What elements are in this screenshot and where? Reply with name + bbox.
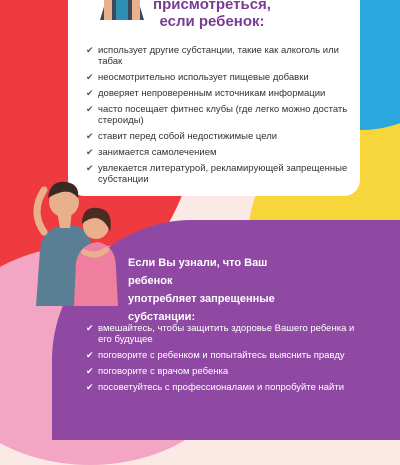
list-item-text: вмешайтесь, чтобы защитить здоровье Вашего ребенка и его будущее: [98, 323, 355, 345]
list-item: [86, 88, 356, 99]
list-item-text: использует другие субстанции, такие как алкоголь или табак: [98, 45, 339, 67]
list-item-text: ставит перед собой недостижимые цели: [98, 131, 278, 142]
check-icon: ✔: [86, 104, 94, 114]
check-icon: ✔: [86, 131, 94, 141]
bottom-heading-line-2: употребляет запрещенные: [128, 293, 275, 305]
list-item: [86, 147, 356, 158]
list-item-text: поговорите с врачом ребенка: [98, 366, 229, 377]
check-icon: ✔: [86, 350, 94, 360]
list-item-text: часто посещает фитнес клубы (где легко можно достать стероиды): [98, 104, 348, 126]
list-item: [86, 45, 356, 67]
top-heading-line-1: присмотреться,: [153, 0, 271, 13]
check-icon: ✔: [86, 323, 94, 333]
list-item-text: неосмотрительно использует пищевые добавки: [98, 72, 309, 83]
list-item: [86, 72, 356, 83]
bottom-heading-line-1: Если Вы узнали, что Ваш ребенок: [128, 257, 268, 287]
list-item-text: поговорите с ребенком и попытайтесь выяснить правду: [98, 350, 345, 361]
actions-list: [86, 323, 356, 398]
check-icon: ✔: [86, 88, 94, 98]
list-item: [86, 323, 356, 345]
warning-signs-list: [86, 45, 356, 190]
list-item-text: посоветуйтесь с профессионалами и попробуйте найти: [98, 382, 345, 393]
list-item: [86, 366, 356, 377]
list-item: [86, 163, 356, 185]
top-heading: [122, 0, 302, 30]
parents-illustration: [26, 172, 122, 306]
list-item-text: доверяет непроверенным источникам информации: [98, 88, 326, 99]
list-item: [86, 104, 356, 126]
bottom-heading: [128, 254, 304, 326]
list-item: [86, 382, 356, 393]
check-icon: ✔: [86, 163, 94, 173]
list-item-text: занимается самолечением: [98, 147, 217, 158]
list-item: [86, 131, 356, 142]
check-icon: ✔: [86, 366, 94, 376]
list-item-text: увлекается литературой, рекламирующей запрещенные субстанции: [98, 163, 348, 185]
bottom-heading-line-3: субстанции:: [128, 311, 196, 323]
top-heading-line-2: если ребенок:: [159, 13, 265, 30]
check-icon: ✔: [86, 72, 94, 82]
check-icon: ✔: [86, 382, 94, 392]
list-item: [86, 350, 356, 361]
check-icon: ✔: [86, 45, 94, 55]
check-icon: ✔: [86, 147, 94, 157]
